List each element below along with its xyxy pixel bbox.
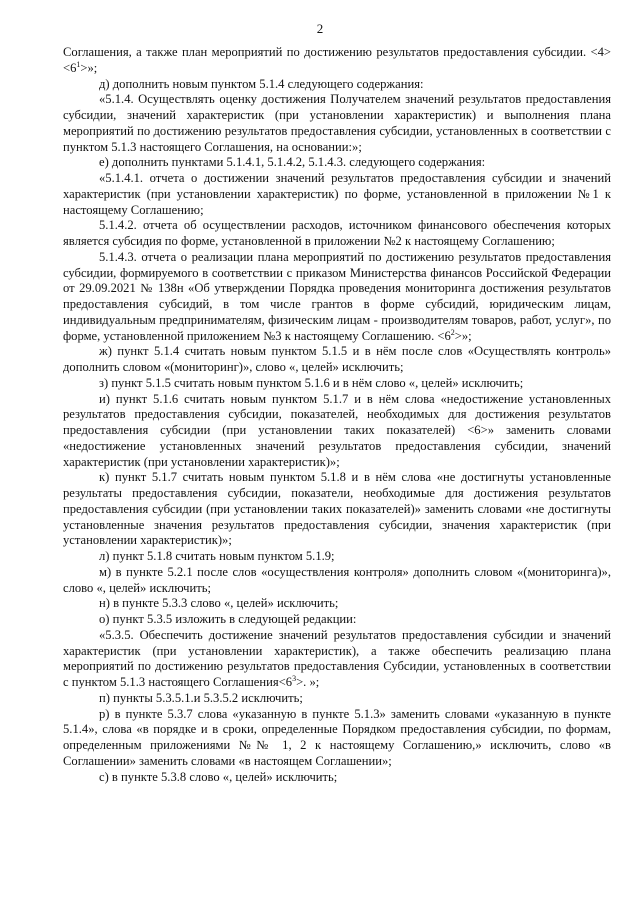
page-number: 2 — [316, 21, 324, 36]
paragraph — [63, 770, 611, 786]
paragraph-text: Соглашения, а также план мероприятий по достижению результатов предоставления субсидии. <4> <6 — [63, 45, 611, 75]
paragraph-text: д) дополнить новым пунктом 5.1.4 следующего содержания: — [99, 76, 424, 91]
footnote-superscript: 1 — [76, 59, 81, 69]
paragraph-text: и) пункт 5.1.6 считать новым пунктом 5.1.7 и в нём слова «недостижение установленных результатов предоставления субсидии, показателей, необходимых для достижения результатов предоставления субсидии (при установлении таких показателей) <6>» заменить словами «недостижение установленных значений результатов предоставления субсидии, значений характеристик (при установлении характеристик)»; — [63, 391, 611, 469]
paragraph — [63, 171, 611, 218]
paragraph-text: «5.1.4.1. отчета о достижении значений результатов предоставления субсидии и значений характеристик (при установлении характеристик) по форме, установленной в приложении №1 к настоящему Соглашению; — [63, 171, 611, 217]
paragraph-text-tail: >»; — [80, 60, 98, 75]
paragraph — [63, 612, 611, 628]
paragraph-text: «5.1.4. Осуществлять оценку достижения Получателем значений результатов предоставления субсидии, значений характеристик (при установлении характеристик) и выполнения плана мероприятий по достижению результатов предоставления субсидии, установленных в соответствии с пунктом 5.1.3 настоящего Соглашения, на основании:»; — [63, 92, 611, 154]
footnote-superscript: 3 — [292, 674, 297, 683]
paragraph — [63, 376, 611, 392]
paragraph-text: 5.1.4.2. отчета об осуществлении расходов, источником финансового обеспечения которых является субсидия по форме, установленной в приложении №2 к настоящему Соглашению; — [63, 218, 611, 248]
paragraph-text: л) пункт 5.1.8 считать новым пунктом 5.1.9; — [99, 549, 335, 563]
paragraph-text: к) пункт 5.1.7 считать новым пунктом 5.1.8 и в нём слова «не достигнуты установленные результаты предоставления субсидии, показатели, необходимые для достижения результатов предоставления субсидии (при установлении таких показателей)» заменить словами «не достигнуты установленные значения результатов предоставления субсидии, значения характеристик (при установлении характеристик)»; — [63, 470, 611, 548]
paragraph-text-tail: >»; — [454, 328, 472, 343]
paragraph-text: ж) пункт 5.1.4 считать новым пунктом 5.1.5 и в нём после слов «Осуществлять контроль» дополнить словом «(мониторинг)», слово «, целей» исключить; — [63, 344, 611, 374]
paragraph — [63, 155, 611, 171]
paragraph-text: «5.3.5. Обеспечить достижение значений результатов предоставления субсидии и значений характеристик (при установлении характеристик), а также обеспечить реализацию плана мероприятий по достижению результатов предоставления Субсидии, установленных в соответствии с пунктом 5.1.3 настоящего Соглашения<6 — [63, 627, 611, 689]
paragraph — [63, 549, 611, 565]
paragraph — [63, 92, 611, 155]
paragraph-text: р) в пункте 5.3.7 слова «указанную в пункте 5.1.3» заменить словами «указанную в пункте 5.1.4», слова «в порядке и в сроки, определенные Порядком предоставления субсидии, по формам, определенным приложениями №№ 1, 2 к настоящему Соглашению,» исключить, слово «в Соглашении» заменить словами «в настоящем Соглашении»; — [63, 706, 611, 768]
paragraph — [63, 77, 611, 93]
paragraph — [63, 344, 611, 376]
paragraph-text-tail: >. »; — [296, 675, 320, 689]
paragraph-text: 5.1.4.3. отчета о реализации плана мероприятий по достижению результатов предоставления субсидии, формируемого в соответствии с приказом Министерства финансов Российской Федерации от 29.09.2021 № 138н «Об утверждении Порядка проведения мониторинга достижения результатов предоставления субсидий, в том числе грантов в форме субсидий, юридическим лицам, индивидуальным предпринимателям, физическим лицам - производителям товаров, работ, услуг», по форме, установленной приложением №3 к настоящему Соглашению. <6 — [63, 249, 611, 343]
footnote-superscript: 2 — [450, 327, 455, 337]
paragraph — [63, 596, 611, 612]
paragraph — [63, 250, 611, 345]
paragraph — [63, 392, 611, 471]
paragraph — [63, 707, 611, 770]
paragraph — [63, 470, 611, 549]
paragraph-text: с) в пункте 5.3.8 слово «, целей» исключить; — [99, 769, 338, 784]
paragraph-text: п) пункты 5.3.5.1.и 5.3.5.2 исключить; — [99, 690, 303, 705]
paragraph — [63, 45, 611, 77]
paragraph-text: е) дополнить пунктами 5.1.4.1, 5.1.4.2, 5.1.4.3. следующего содержания: — [99, 155, 486, 170]
paragraph-text: о) пункт 5.3.5 изложить в следующей редакции: — [99, 612, 357, 626]
paragraph — [63, 628, 611, 691]
paragraph — [63, 691, 611, 707]
document-body — [63, 45, 611, 785]
paragraph — [63, 218, 611, 250]
paragraph-text: м) в пункте 5.2.1 после слов «осуществления контроля» дополнить словом «(мониторинга)», слово «, целей» исключить; — [63, 564, 611, 595]
paragraph-text: з) пункт 5.1.5 считать новым пунктом 5.1.6 и в нём слово «, целей» исключить; — [99, 375, 524, 390]
paragraph-text: н) в пункте 5.3.3 слово «, целей» исключить; — [99, 596, 339, 611]
paragraph — [63, 565, 611, 597]
